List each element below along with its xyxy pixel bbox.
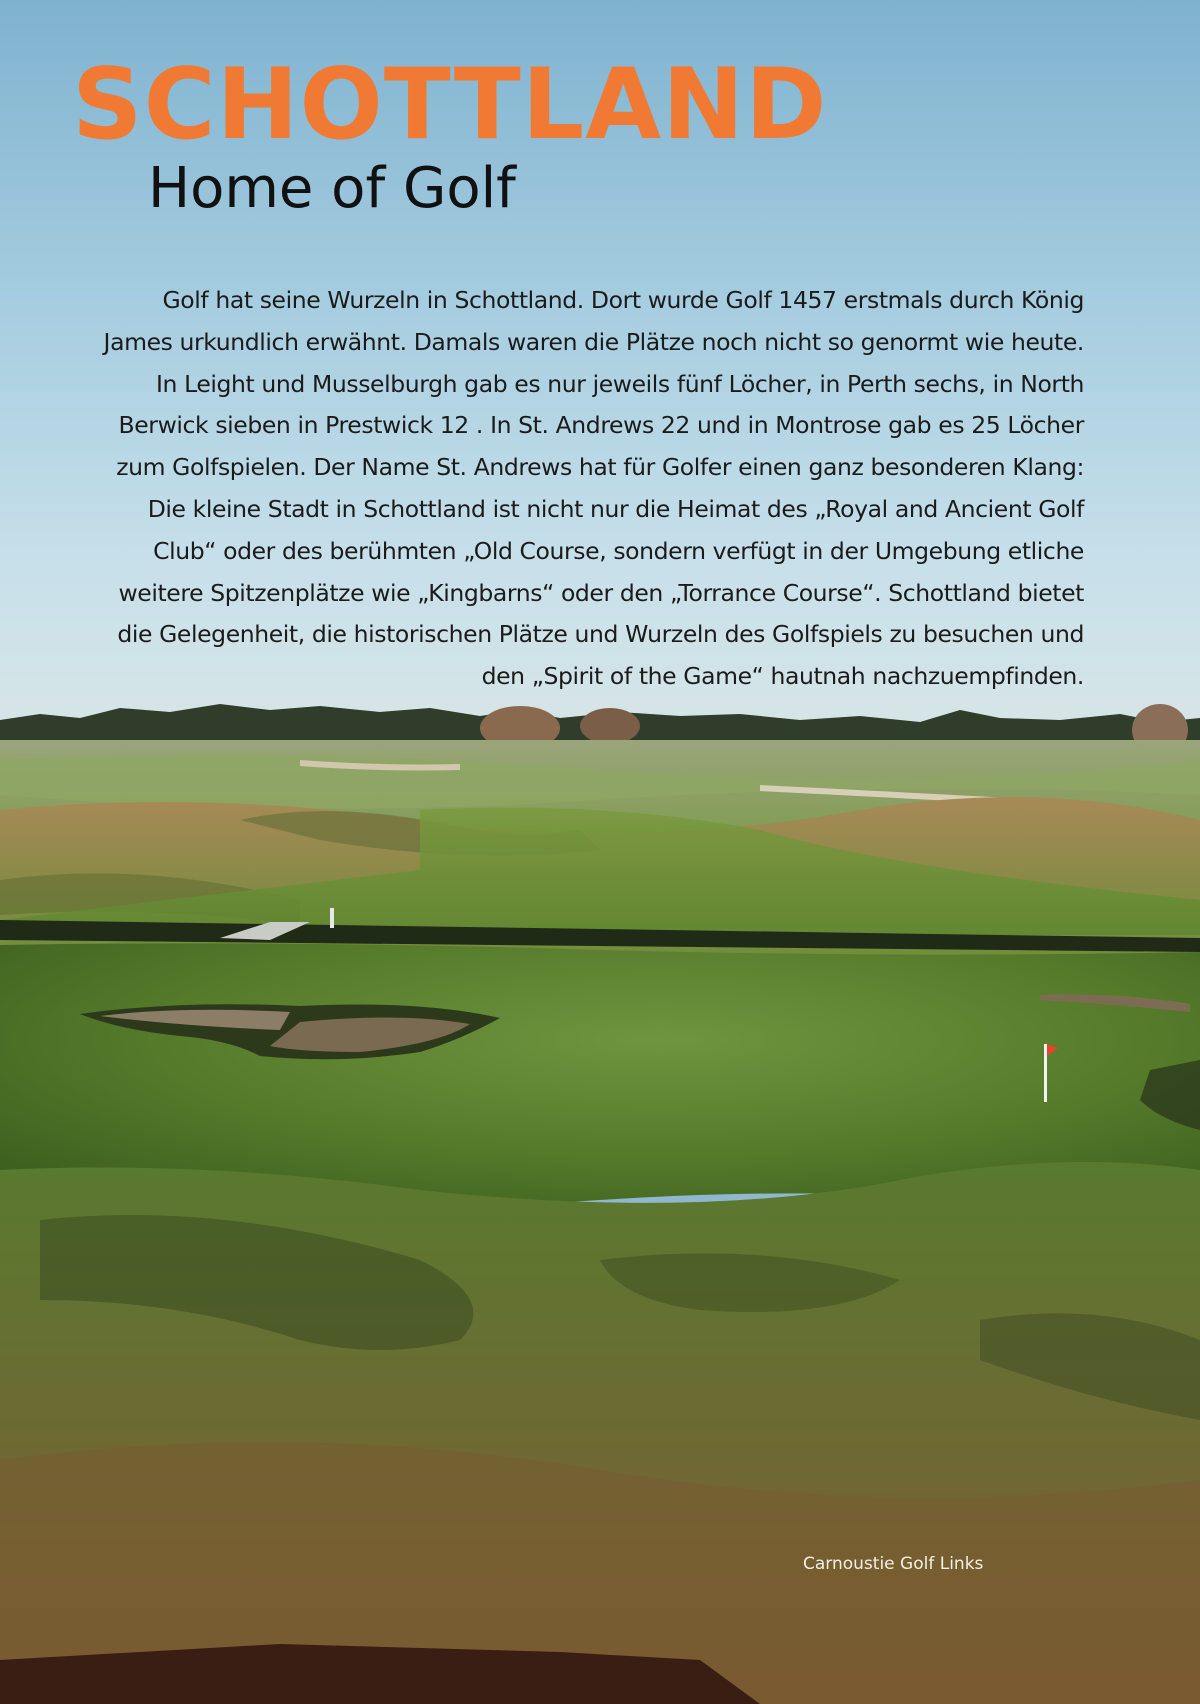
page-title: SCHOTTLAND <box>72 48 828 162</box>
article-line: die Gelegenheit, die historischen Plätze und Wurzeln des Golfspiels zu besuchen und <box>117 620 1084 649</box>
article-line: Die kleine Stadt in Schottland ist nicht nur die Heimat des „Royal and Ancient Golf <box>147 494 1084 523</box>
golf-course-photo <box>0 700 1200 1704</box>
article-line: Berwick sieben in Prestwick 12 . In St. Andrews 22 und in Montrose gab es 25 Löcher <box>118 411 1084 440</box>
page-subtitle: Home of Golf <box>148 156 516 221</box>
article-line: den „Spirit of the Game“ hautnah nachzuempfinden. <box>481 662 1084 691</box>
article-line: James urkundlich erwähnt. Damals waren die Plätze noch nicht so genormt wie heute. <box>103 327 1084 356</box>
article-line: Club“ oder des berühmten „Old Course, sondern verfügt in der Umgebung etliche <box>153 536 1084 565</box>
article-line: Golf hat seine Wurzeln in Schottland. Dort wurde Golf 1457 erstmals durch König <box>162 286 1084 314</box>
article-line: zum Golfspielen. Der Name St. Andrews hat für Golfer einen ganz besonderen Klang: <box>116 453 1084 482</box>
article-line: In Leight und Musselburgh gab es nur jeweils fünf Löcher, in Perth sechs, in North <box>155 369 1084 398</box>
article-body <box>76 280 1084 698</box>
article-line: weitere Spitzenplätze wie „Kingbarns“ oder den „Torrance Course“. Schottland bietet <box>118 578 1084 607</box>
photo-caption: Carnoustie Golf Links <box>803 1554 984 1574</box>
